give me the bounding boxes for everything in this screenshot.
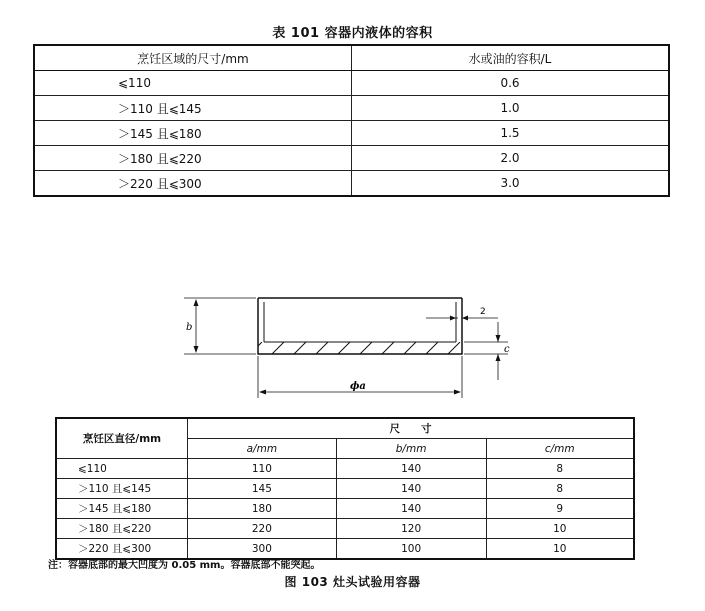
header-c-mm: c/mm — [486, 439, 634, 459]
a-cell: 180 — [188, 499, 337, 519]
footnote: 注：容器底部的最大凹度为 0.05 mm。容器底部不能突起。 — [48, 560, 321, 571]
volume-cell: 1.5 — [352, 121, 670, 146]
b-arrow-top — [194, 299, 199, 306]
diameter-cell: ⩽110 — [78, 462, 107, 475]
diameter-cell: ＞110 且⩽145 — [78, 483, 152, 495]
b-arrow-bottom — [194, 346, 199, 353]
c-cell: 10 — [486, 519, 634, 539]
b-cell: 120 — [336, 519, 486, 539]
c-cell: 9 — [486, 499, 634, 519]
a-arrow-right — [454, 390, 461, 395]
b-label: b — [186, 322, 193, 333]
thickness-label: 2 — [480, 307, 486, 317]
header-dimensions: 尺 寸 — [188, 418, 635, 439]
container-dimensions-table — [55, 417, 635, 560]
base-hatching — [250, 342, 460, 354]
a-cell: 220 — [188, 519, 337, 539]
a-cell: 145 — [188, 479, 337, 499]
table-row — [34, 71, 669, 96]
thickness-arrow-right — [462, 316, 468, 321]
c-arrow-bottom — [496, 354, 501, 361]
table-row — [34, 171, 669, 197]
thickness-arrow — [450, 316, 456, 321]
liquid-volume-table — [33, 44, 670, 197]
table-row — [56, 479, 634, 499]
header-cooking-zone-size: 烹饪区域的尺寸/mm — [34, 45, 352, 71]
container-cross-section-diagram — [180, 290, 520, 410]
table-101-caption: 表 101 容器内液体的容积 — [272, 26, 433, 41]
zone-size-cell: ＞220 且⩽300 — [118, 176, 202, 191]
b-cell: 140 — [336, 479, 486, 499]
c-arrow-top — [496, 335, 501, 342]
diameter-cell: ＞145 且⩽180 — [78, 503, 152, 515]
volume-cell: 2.0 — [352, 146, 670, 171]
table-header-row — [56, 418, 634, 439]
table-row — [56, 459, 634, 479]
table-header-row — [34, 45, 669, 71]
zone-size-cell: ＞145 且⩽180 — [118, 126, 202, 141]
header-cooking-zone-diameter: 烹饪区直径/mm — [56, 418, 188, 459]
figure-103-caption: 图 103 灶头试验用容器 — [284, 575, 421, 589]
zone-size-cell: ＞110 且⩽145 — [118, 101, 202, 116]
header-water-oil-volume: 水或油的容积/L — [352, 45, 670, 71]
table-row — [34, 146, 669, 171]
b-cell: 140 — [336, 459, 486, 479]
volume-cell: 3.0 — [352, 171, 670, 197]
a-cell: 110 — [188, 459, 337, 479]
table-row — [56, 499, 634, 519]
zone-size-cell: ⩽110 — [118, 76, 151, 90]
volume-cell: 0.6 — [352, 71, 670, 96]
c-cell: 8 — [486, 479, 634, 499]
c-cell: 10 — [486, 539, 634, 560]
c-cell: 8 — [486, 459, 634, 479]
a-arrow-left — [259, 390, 266, 395]
header-b-mm: b/mm — [336, 439, 486, 459]
table-row — [34, 121, 669, 146]
volume-cell: 1.0 — [352, 96, 670, 121]
diameter-cell: ＞180 且⩽220 — [78, 523, 152, 535]
table-row — [56, 519, 634, 539]
a-label: ϕa — [350, 381, 366, 392]
a-cell: 300 — [188, 539, 337, 560]
table-row — [34, 96, 669, 121]
vessel-outline — [258, 298, 462, 354]
b-cell: 140 — [336, 499, 486, 519]
c-label: c — [504, 344, 510, 355]
zone-size-cell: ＞180 且⩽220 — [118, 151, 202, 166]
diameter-cell: ＞220 且⩽300 — [78, 543, 152, 555]
header-a-mm: a/mm — [188, 439, 337, 459]
b-cell: 100 — [336, 539, 486, 560]
